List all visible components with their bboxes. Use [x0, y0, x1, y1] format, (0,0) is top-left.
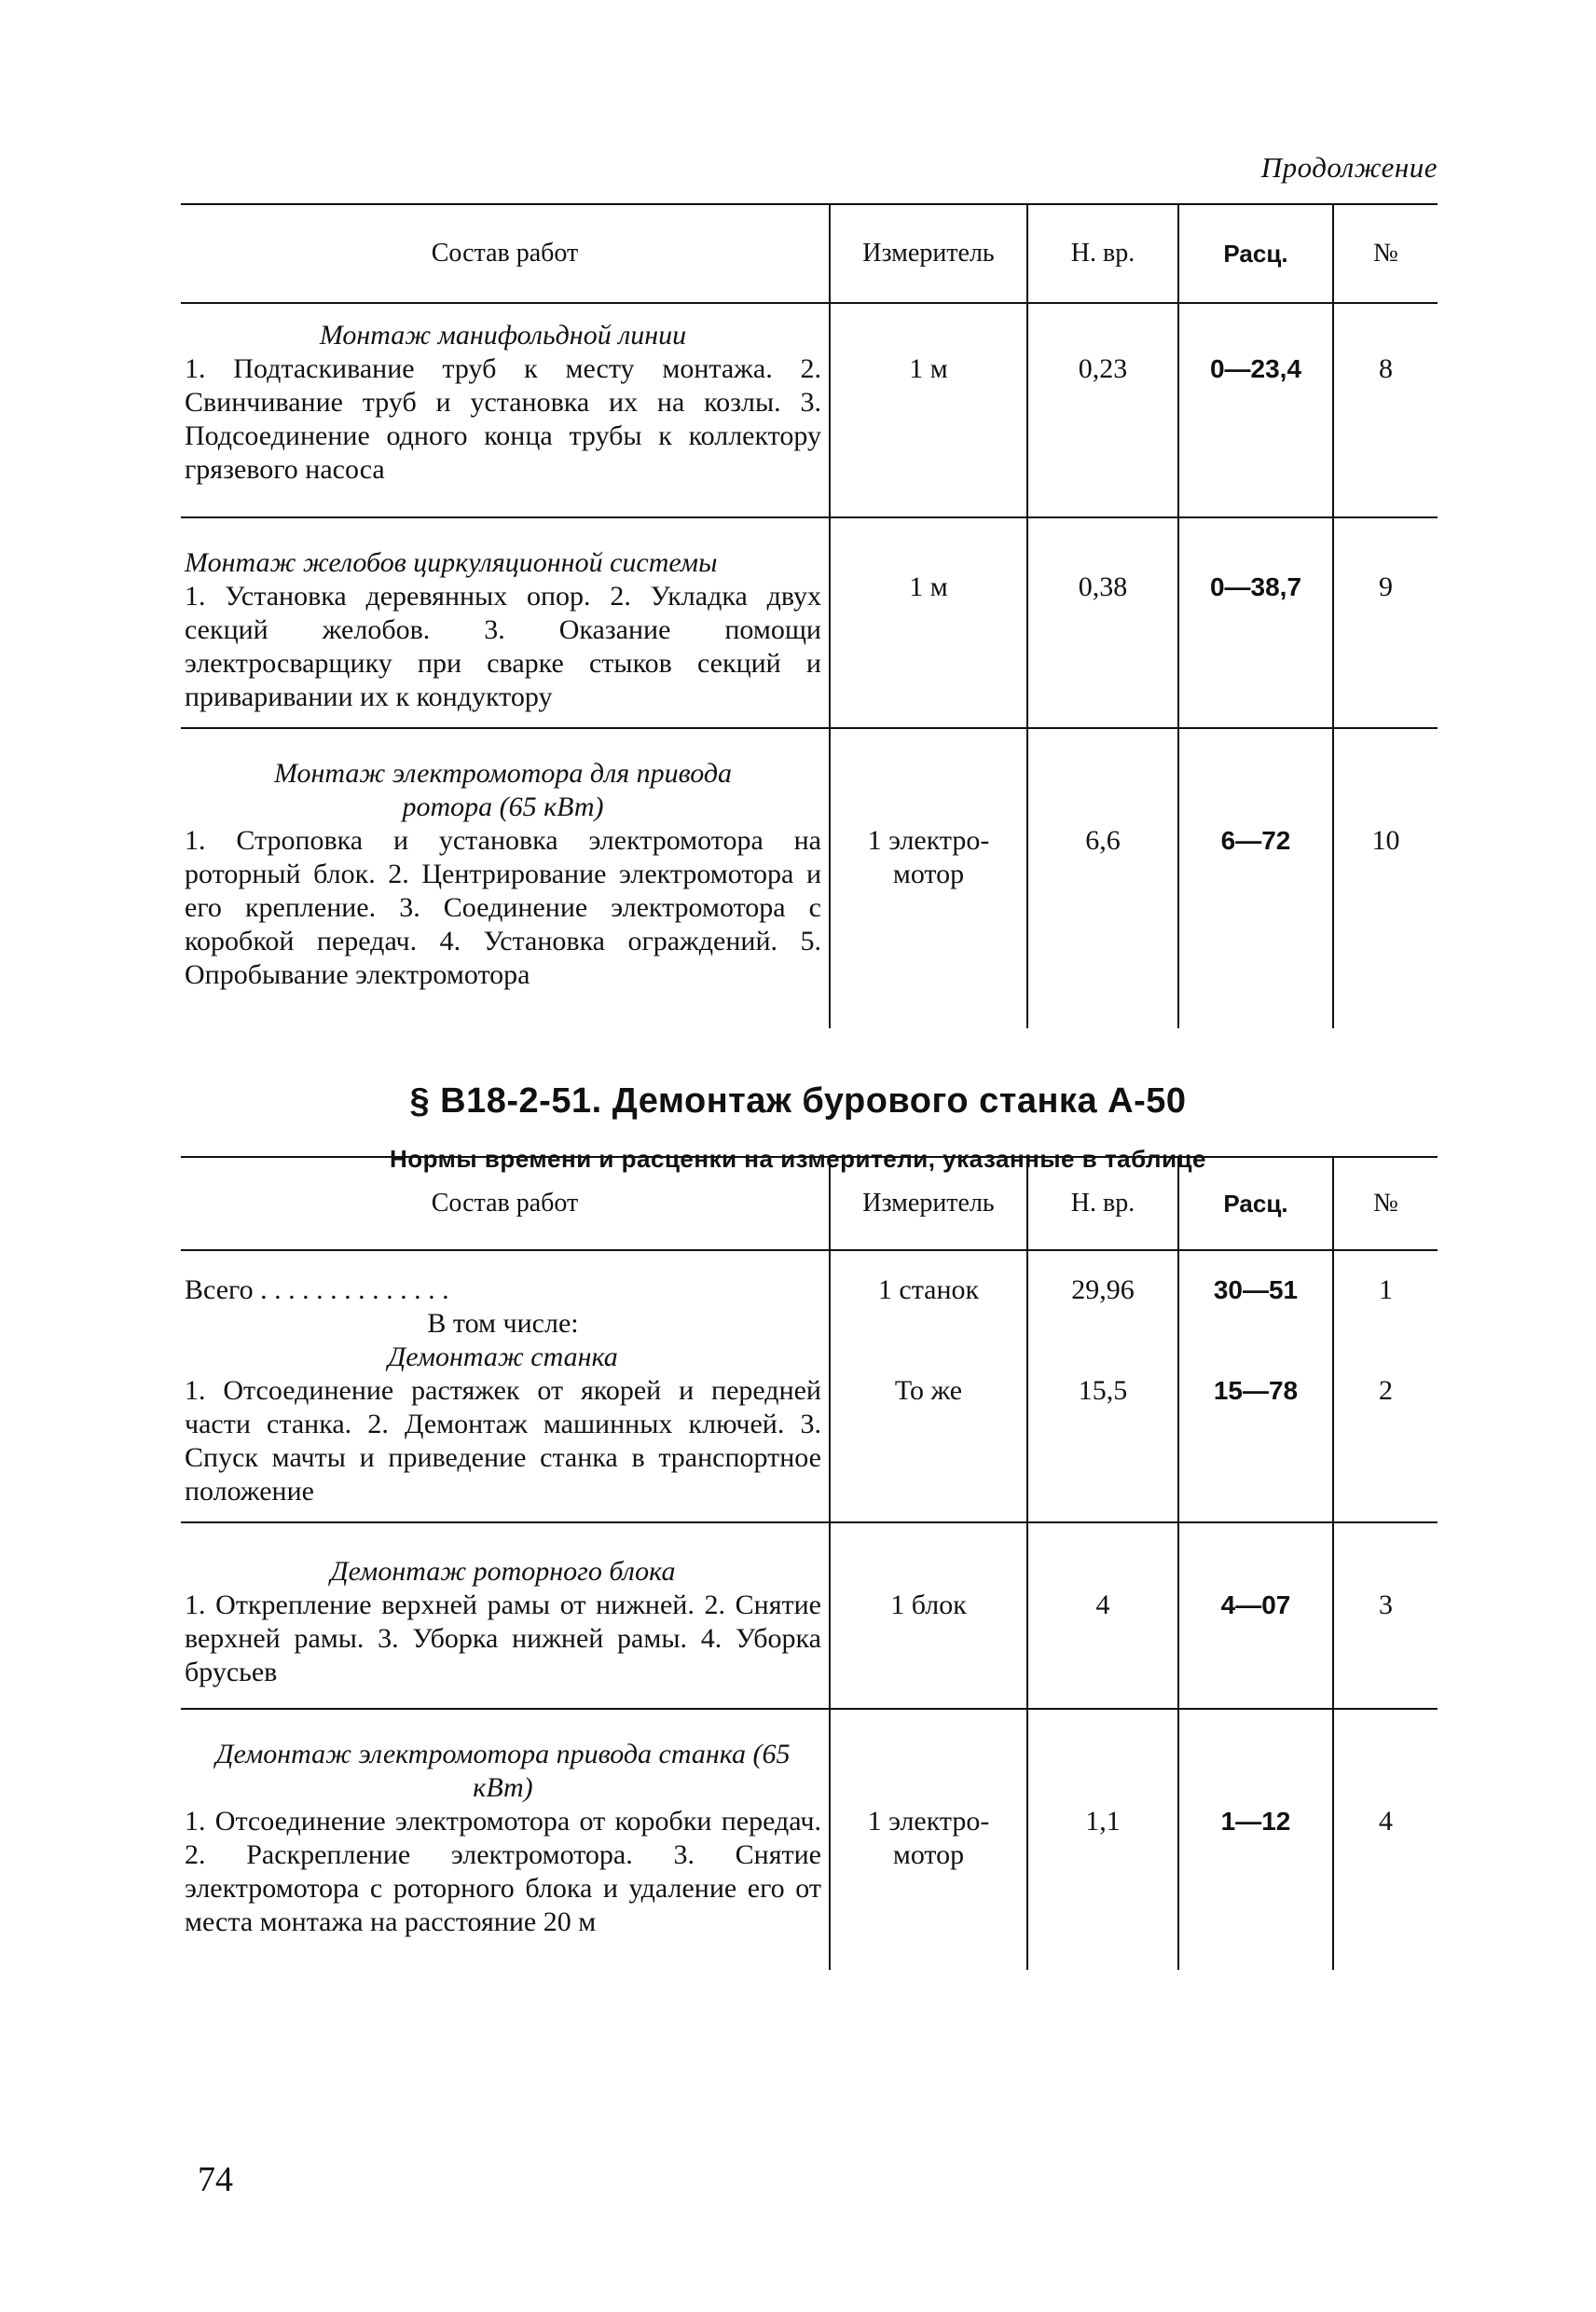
- table-row-total: [181, 1250, 1438, 1307]
- table-header-row: [181, 1157, 1438, 1250]
- table-row-including: [181, 1307, 1438, 1341]
- work-title: Демонтаж роторного блока: [330, 1556, 676, 1587]
- work-title: Монтаж электромотора для привода ротора (65 кВт): [273, 758, 733, 822]
- rate-cell: 0—23,4: [1178, 303, 1333, 517]
- work-cell: [181, 728, 830, 1028]
- number-cell: 1: [1333, 1250, 1438, 1307]
- header-time: Н. вр.: [1027, 1157, 1178, 1250]
- work-text: 1. Открепление верхней рамы от нижней. 2. Снятие верхней рамы. 3. Уборка нижней рамы. 4. Уборка брусьев: [185, 1590, 821, 1687]
- work-cell: [181, 1307, 830, 1341]
- header-work: Состав работ: [181, 1157, 830, 1250]
- unit-cell: 1 м: [830, 303, 1027, 517]
- unit-cell: 1 блок: [830, 1522, 1027, 1709]
- section-subtitle: Нормы времени и расценки на измерители, указанные в таблице: [389, 1145, 1206, 1173]
- rate-cell: 0—38,7: [1178, 517, 1333, 728]
- number-cell: 10: [1333, 728, 1438, 1028]
- number-cell: 4: [1333, 1709, 1438, 1970]
- table-row: [181, 1709, 1438, 1970]
- work-cell: [181, 1709, 830, 1970]
- rate-cell: 15—78: [1178, 1341, 1333, 1522]
- work-cell: [181, 1341, 830, 1522]
- work-text: 1. Подтаскивание труб к месту монтажа. 2. Свинчивание труб и установка их на козлы. 3. Подсоединение одного конца трубы к коллектору грязевого насоса: [185, 353, 821, 485]
- number-cell: 8: [1333, 303, 1438, 517]
- rate-cell: 6—72: [1178, 728, 1333, 1028]
- table-header-row: [181, 204, 1438, 303]
- time-cell: 1,1: [1027, 1709, 1178, 1970]
- including-label: В том числе:: [427, 1308, 579, 1339]
- table-row: [181, 1341, 1438, 1522]
- number-cell: 3: [1333, 1522, 1438, 1709]
- unit-cell: 1 станок: [830, 1250, 1027, 1307]
- norms-table-continued: [181, 203, 1438, 1028]
- work-title: Демонтаж станка: [388, 1342, 618, 1372]
- table-row: [181, 517, 1438, 728]
- header-no: №: [1333, 204, 1438, 303]
- work-title: Демонтаж электромотора привода станка (65 кВт): [215, 1739, 791, 1803]
- work-cell: [181, 517, 830, 728]
- section-title: § В18-2-51. Демонтаж бурового станка А-50: [409, 1081, 1187, 1121]
- work-cell: [181, 1250, 830, 1307]
- work-text: 1. Строповка и установка электромотора на роторный блок. 2. Центрирование электромотора и его крепление. 3. Соединение электромотора с коробкой передач. 4. Установка ограждений. 5. Опробывание электромотора: [185, 825, 821, 990]
- header-work: Состав работ: [181, 204, 830, 303]
- header-no: №: [1333, 1157, 1438, 1250]
- work-title: Монтаж желобов циркуляционной системы: [185, 547, 718, 578]
- rate-cell: 30—51: [1178, 1250, 1333, 1307]
- time-cell: 0,23: [1027, 303, 1178, 517]
- work-title: Монтаж манифольдной линии: [319, 320, 687, 351]
- work-cell: [181, 1522, 830, 1709]
- time-cell: 0,38: [1027, 517, 1178, 728]
- continuation-label: Продолжение: [1260, 151, 1438, 184]
- time-cell: 4: [1027, 1522, 1178, 1709]
- unit-cell: 1 электро- мотор: [830, 1709, 1027, 1970]
- time-cell: 15,5: [1027, 1341, 1178, 1522]
- page-number: 74: [198, 2160, 233, 2199]
- table-row: [181, 1522, 1438, 1709]
- work-cell: [181, 303, 830, 517]
- total-label: Всего . . . . . . . . . . . . . .: [185, 1274, 449, 1305]
- time-cell: 6,6: [1027, 728, 1178, 1028]
- unit-cell: 1 электро- мотор: [830, 728, 1027, 1028]
- table-row: [181, 728, 1438, 1028]
- header-rate: Расц.: [1178, 1157, 1333, 1250]
- header-unit: Измеритель: [830, 1157, 1027, 1250]
- unit-cell: 1 м: [830, 517, 1027, 728]
- header-rate: Расц.: [1178, 204, 1333, 303]
- number-cell: 2: [1333, 1341, 1438, 1522]
- work-text: 1. Отсоединение растяжек от якорей и передней части станка. 2. Демонтаж машинных ключей. 3. Спуск мачты и приведение станка в транспортное положение: [185, 1375, 821, 1507]
- rate-cell: 4—07: [1178, 1522, 1333, 1709]
- rate-cell: 1—12: [1178, 1709, 1333, 1970]
- number-cell: 9: [1333, 517, 1438, 728]
- unit-cell: То же: [830, 1341, 1027, 1522]
- time-cell: 29,96: [1027, 1250, 1178, 1307]
- table-row: [181, 303, 1438, 517]
- header-unit: Измеритель: [830, 204, 1027, 303]
- work-text: 1. Установка деревянных опор. 2. Укладка двух секций желобов. 3. Оказание помощи электросварщику при сварке стыков секций и приваривании их к кондуктору: [185, 581, 821, 712]
- work-text: 1. Отсоединение электромотора от коробки передач. 2. Раскрепление электромотора. 3. Снятие электромотора с роторного блока и удаление его от места монтажа на расстояние 20 м: [185, 1806, 821, 1937]
- norms-table: [181, 1156, 1438, 1970]
- header-time: Н. вр.: [1027, 204, 1178, 303]
